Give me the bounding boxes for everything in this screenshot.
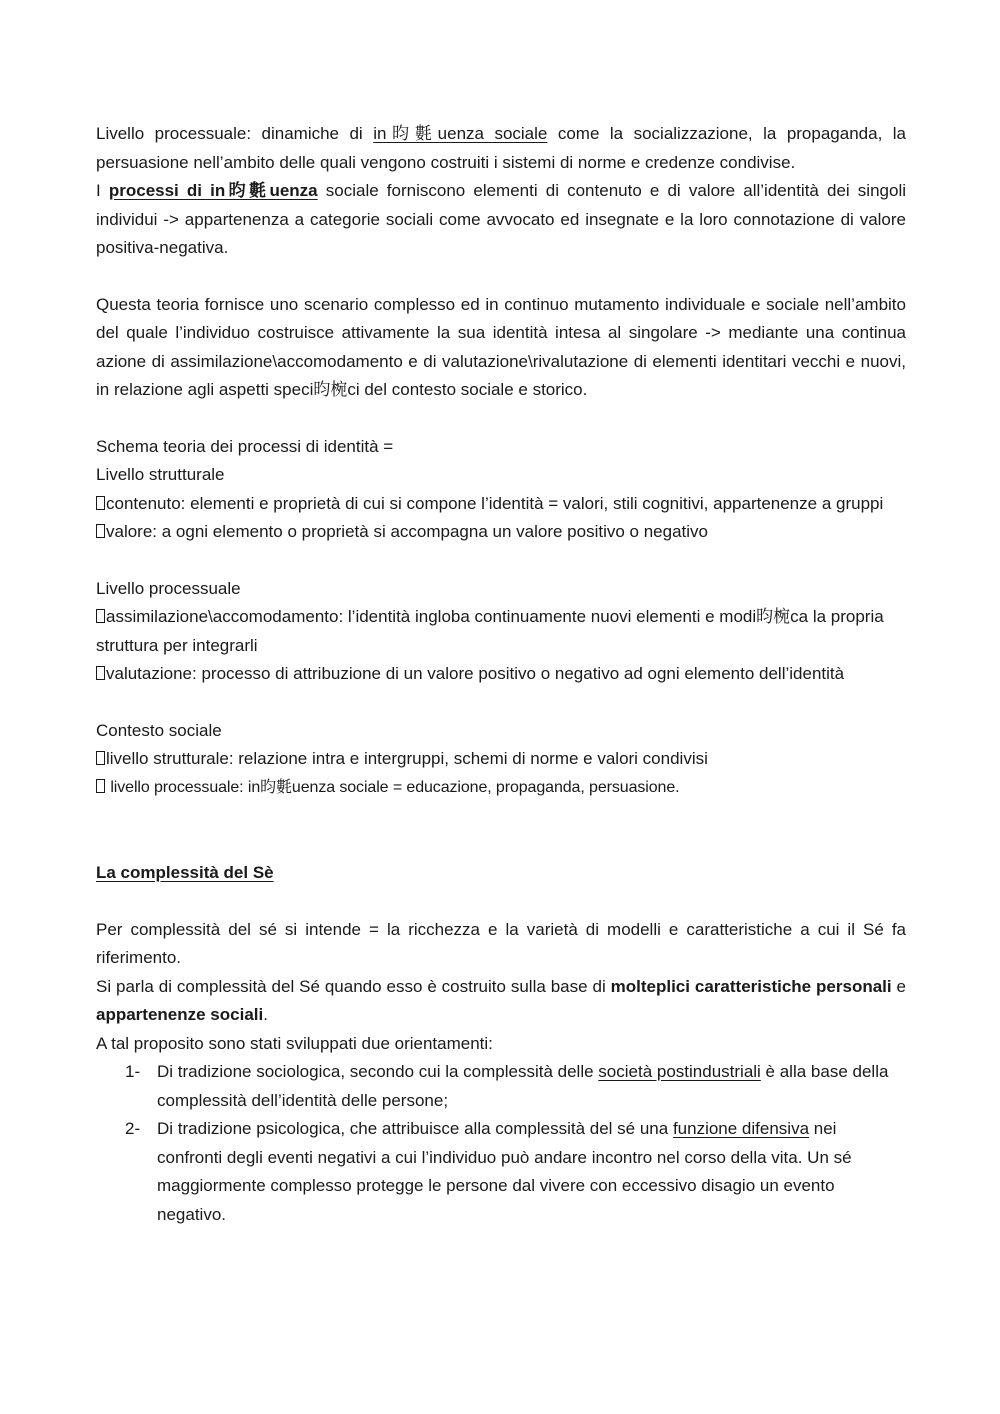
- text-span: Di tradizione sociologica, secondo cui la complessità delle: [157, 1062, 599, 1081]
- text-span: Si parla di complessità del Sé quando esso è costruito sulla base di: [96, 976, 611, 996]
- spacer: [96, 405, 906, 433]
- structural-item-content: [96, 490, 906, 519]
- bullet-text: valore: a ogni elemento o proprietà si accompagna un valore positivo o negativo: [106, 522, 708, 541]
- bold-term-influence-processes: processi di in昀氀uenza: [108, 181, 318, 200]
- document-page: [96, 120, 906, 1229]
- bullet-text: livello processuale: in昀氀uenza sociale = educazione, propaganda, persuasione.: [106, 778, 680, 796]
- spacer: [96, 802, 906, 859]
- social-context-heading: Contesto sociale: [96, 720, 222, 740]
- underlined-term-defensive-function: funzione difensiva: [672, 1119, 810, 1138]
- spacer: [96, 263, 906, 291]
- missing-glyph-icon: [96, 609, 105, 623]
- missing-glyph-icon: [96, 751, 105, 765]
- bullet-text: livello strutturale: relazione intra e intergruppi, schemi di norme e valori condivisi: [106, 749, 708, 768]
- missing-glyph-icon: [96, 666, 105, 680]
- paragraph-self-complexity-definition: Per complessità del sé si intende = la ricchezza e la varietà di modelli e caratteristiche a cui il Sé fa riferimento.: [96, 919, 906, 967]
- underlined-term-postindustrial-societies: società postindustriali: [598, 1062, 761, 1081]
- bullet-text: assimilazione\accomodamento: l’identità ingloba continuamente nuovi elementi e modi昀椀ca la propria struttura per integrarli: [96, 607, 884, 655]
- section-title: La complessità del Sè: [96, 863, 274, 882]
- list-item: [96, 1115, 906, 1229]
- text-span: Livello processuale: dinamiche di: [96, 124, 374, 143]
- list-item: [96, 1058, 906, 1115]
- text-span: è alla base della complessità dell’identità delle persone;: [157, 1062, 889, 1110]
- spacer: [96, 689, 906, 717]
- underlined-term-social-influence: in昀氀uenza sociale: [373, 124, 548, 143]
- list-number: 1-: [125, 1062, 141, 1081]
- structural-item-value: [96, 518, 906, 547]
- missing-glyph-icon: [96, 496, 105, 510]
- paragraph-theory-scenario: Questa teoria fornisce uno scenario complesso ed in continuo mutamento individuale e sociale nell’ambito del quale l’individuo costruisce attivamente la sua identità intesa al singolare -> mediante una continua azione di assimilazione\accomodamento e di valutazione\rivalutazione di elementi identitari vecchi e nuovi, in relazione agli aspetti speci昀椀ci del contesto sociale e storico.: [96, 294, 906, 399]
- list-number: 2-: [125, 1119, 141, 1138]
- paragraph-process-level: [96, 120, 906, 177]
- paragraph-self-complexity-basis: [96, 973, 906, 1030]
- process-level-heading: Livello processuale: [96, 578, 241, 598]
- process-item-evaluation: [96, 660, 906, 689]
- missing-glyph-icon: [96, 779, 105, 793]
- text-span: e: [891, 976, 906, 996]
- text-span: Di tradizione psicologica, che attribuisce alla complessità del sé una: [157, 1119, 673, 1138]
- paragraph-influence-processes: [96, 177, 906, 263]
- bullet-text: valutazione: processo di attribuzione di un valore positivo o negativo ad ogni elemento dell’identità: [106, 664, 845, 683]
- text-span: nei confronti degli eventi negativi a cui l’individuo può andare incontro nel corso della vita. Un sé maggiormente complesso protegge le persone dal vivere con eccessivo disagio un evento negativo.: [157, 1119, 852, 1224]
- orientations-list: [96, 1058, 906, 1229]
- bullet-text: contenuto: elementi e proprietà di cui si compone l’identità = valori, stili cognitivi, appartenenze a gruppi: [106, 493, 884, 513]
- schema-title: Schema teoria dei processi di identità =: [96, 436, 394, 456]
- bold-term-social-memberships: appartenenze sociali: [96, 1005, 264, 1024]
- paragraph-orientations-intro: A tal proposito sono stati sviluppati due orientamenti:: [96, 1033, 493, 1053]
- spacer: [96, 888, 906, 916]
- missing-glyph-icon: [96, 524, 105, 538]
- context-item-process: [96, 774, 906, 803]
- text-span: come la socializzazione, la propaganda, la persuasione nell’ambito delle quali vengono costruiti i sistemi di norme e credenze condivise.: [96, 124, 906, 172]
- text-span: .: [263, 1005, 268, 1024]
- text-span: I: [96, 181, 109, 200]
- structural-level-heading: Livello strutturale: [96, 465, 225, 484]
- context-item-structural: [96, 745, 906, 774]
- process-item-assimilation: [96, 603, 906, 660]
- spacer: [96, 547, 906, 575]
- bold-term-personal-characteristics: molteplici caratteristiche personali: [610, 976, 892, 996]
- text-span: sociale forniscono elementi di contenuto e di valore all’identità dei singoli individui -> appartenenza a categorie sociali come avvocato ed insegnate e la loro connotazione di valore positiva-negativa.: [96, 181, 906, 257]
